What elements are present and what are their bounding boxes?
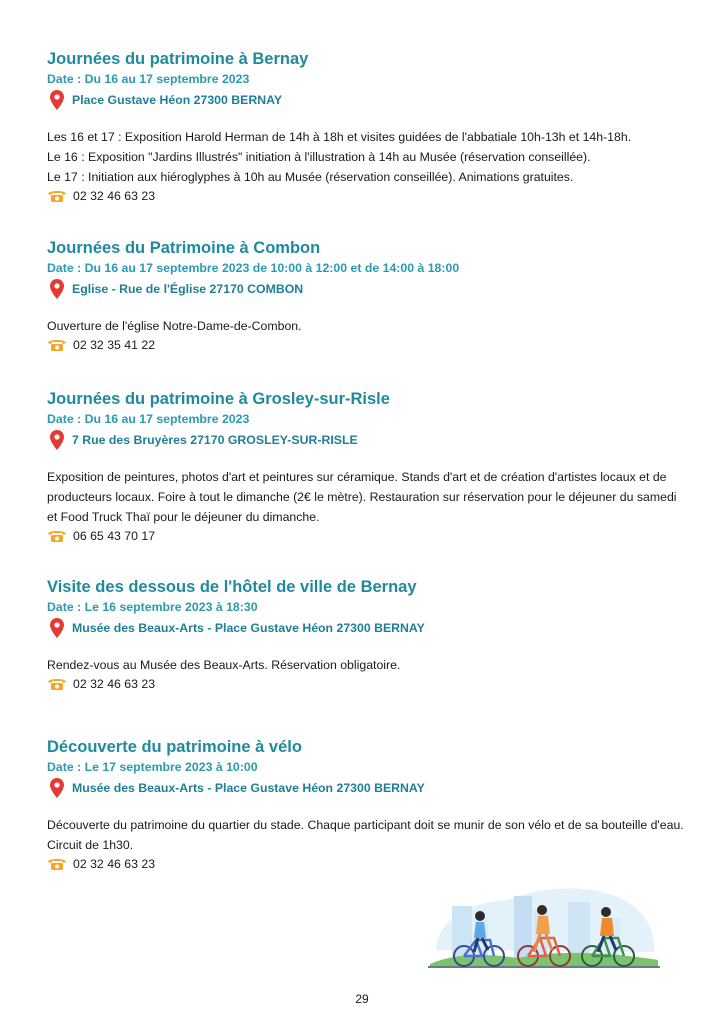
event-phone-number: 06 65 43 70 17 bbox=[73, 529, 156, 543]
event-date: Date : Le 16 septembre 2023 à 18:30 bbox=[47, 600, 258, 614]
location-pin-icon bbox=[50, 618, 64, 638]
event-date: Date : Du 16 au 17 septembre 2023 bbox=[47, 412, 250, 426]
event-location-text: Musée des Beaux-Arts - Place Gustave Héon 27300 BERNAY bbox=[72, 621, 425, 635]
event-location bbox=[47, 778, 687, 798]
description-line: Rendez-vous au Musée des Beaux-Arts. Réservation obligatoire. bbox=[47, 658, 401, 672]
description-line: Exposition de peintures, photos d'art et peintures sur céramique. Stands d'art et de création d'artistes locaux et de producteurs locaux. Foire à tout le dimanche (2€ le mètre). Restauration sur réservation pour le déjeuner du samedi et Food Truck Thaï pour le déjeuner du dimanche. bbox=[47, 470, 677, 524]
phone-icon bbox=[47, 529, 67, 543]
event-title: Découverte du patrimoine à vélo bbox=[47, 738, 302, 756]
phone-icon bbox=[47, 677, 67, 691]
event-title: Journées du Patrimoine à Combon bbox=[47, 239, 321, 257]
event-location-text: Place Gustave Héon 27300 BERNAY bbox=[72, 93, 283, 107]
event-location-text: Musée des Beaux-Arts - Place Gustave Héon 27300 BERNAY bbox=[72, 781, 425, 795]
event-title: Journées du patrimoine à Bernay bbox=[47, 50, 309, 68]
event-location-text: 7 Rue des Bruyères 27170 GROSLEY-SUR-RISLE bbox=[72, 433, 358, 447]
location-pin-icon bbox=[50, 778, 64, 798]
event-phone bbox=[47, 675, 687, 693]
event-location bbox=[47, 279, 687, 299]
description-line: Les 16 et 17 : Exposition Harold Herman de 14h à 18h et visites guidées de l'abbatiale 10h-13h et 14h-18h. bbox=[47, 130, 632, 144]
description-line: Le 17 : Initiation aux hiéroglyphes à 10h au Musée (réservation conseillée). Animations gratuites. bbox=[47, 170, 574, 184]
event-phone-number: 02 32 46 63 23 bbox=[73, 677, 156, 691]
event-description bbox=[47, 815, 687, 855]
event-description bbox=[47, 316, 687, 336]
event-phone bbox=[47, 187, 687, 205]
event-location bbox=[47, 90, 687, 110]
phone-icon bbox=[47, 338, 67, 352]
location-pin-icon bbox=[50, 279, 64, 299]
page-number: 29 bbox=[355, 992, 369, 1006]
event-card bbox=[47, 49, 687, 205]
event-card bbox=[47, 577, 687, 693]
phone-icon bbox=[47, 857, 67, 871]
event-date: Date : Du 16 au 17 septembre 2023 bbox=[47, 72, 250, 86]
event-description bbox=[47, 655, 687, 675]
event-card bbox=[47, 238, 687, 354]
event-phone bbox=[47, 855, 687, 873]
event-phone-number: 02 32 46 63 23 bbox=[73, 189, 156, 203]
event-card bbox=[47, 389, 687, 545]
event-title: Journées du patrimoine à Grosley-sur-Risle bbox=[47, 390, 390, 408]
event-phone bbox=[47, 336, 687, 354]
event-date: Date : Le 17 septembre 2023 à 10:00 bbox=[47, 760, 258, 774]
event-phone bbox=[47, 527, 687, 545]
location-pin-icon bbox=[50, 90, 64, 110]
event-phone-number: 02 32 35 41 22 bbox=[73, 338, 156, 352]
cyclists-illustration bbox=[428, 880, 660, 972]
location-pin-icon bbox=[50, 430, 64, 450]
event-location-text: Eglise - Rue de l'Église 27170 COMBON bbox=[72, 282, 304, 296]
event-phone-number: 02 32 46 63 23 bbox=[73, 857, 156, 871]
event-title: Visite des dessous de l'hôtel de ville de Bernay bbox=[47, 578, 417, 596]
description-line: Ouverture de l'église Notre-Dame-de-Combon. bbox=[47, 319, 302, 333]
event-card bbox=[47, 737, 687, 873]
event-description bbox=[47, 467, 687, 527]
description-line: Découverte du patrimoine du quartier du stade. Chaque participant doit se munir de son vélo et de sa bouteille d'eau. Circuit de 1h30. bbox=[47, 818, 684, 852]
description-line: Le 16 : Exposition "Jardins Illustrés" initiation à l'illustration à 14h au Musée (réservation conseillée). bbox=[47, 150, 591, 164]
phone-icon bbox=[47, 189, 67, 203]
event-description bbox=[47, 127, 687, 187]
event-location bbox=[47, 430, 687, 450]
event-location bbox=[47, 618, 687, 638]
event-date: Date : Du 16 au 17 septembre 2023 de 10:00 à 12:00 et de 14:00 à 18:00 bbox=[47, 261, 460, 275]
